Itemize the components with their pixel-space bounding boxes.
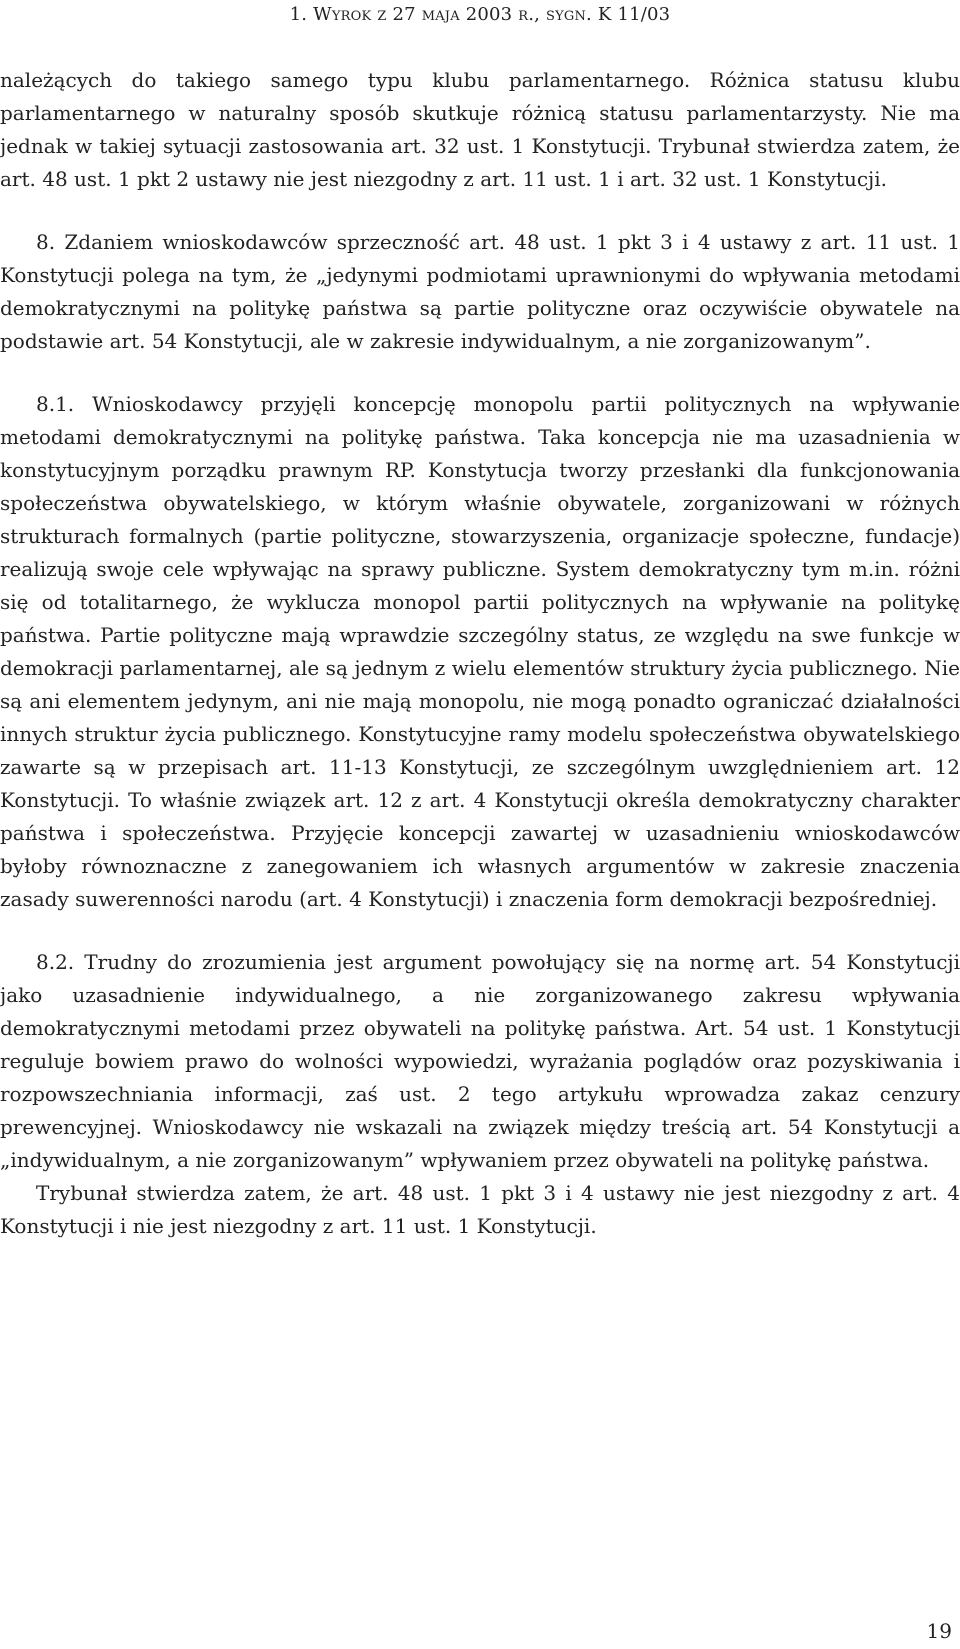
paragraph-8-2: 8.2. Trudny do zrozumienia jest argument powołujący się na normę art. 54 Konstytucji jako uzasadnienie indywidualnego, a nie zorganizowanego zakresu wpływania demokratycznymi metodami przez obywateli na politykę państwa. Art. 54 ust. 1 Konstytucji reguluje bowiem prawo do wolności wypowiedzi, wyrażania poglądów oraz pozyskiwania i rozpowszechniania informacji, zaś ust. 2 tego artykułu wprowadza zakaz cenzury prewencyjnej. Wnioskodawcy nie wskazali na związek między treścią art. 54 Konstytucji a „indywidualnym, a nie zorganizowanym” wpływaniem przez obywateli na politykę państwa.: [0, 950, 960, 1172]
page-number: 19: [926, 1619, 952, 1643]
paragraph-8: 8. Zdaniem wnioskodawców sprzeczność art. 48 ust. 1 pkt 3 i 4 ustawy z art. 11 ust. 1 Konstytucji polega na tym, że „jedynymi podmiotami uprawnionymi do wpływania metodami demokratycznymi na politykę państwa są partie polityczne oraz oczywiście obywatele na podstawie art. 54 Konstytucji, ale w zakresie indywidualnym, a nie zorganizowanym”.: [0, 230, 960, 353]
paragraph-8-1: 8.1. Wnioskodawcy przyjęli koncepcję monopolu partii politycznych na wpływanie metodami demokratycznymi na politykę państwa. Taka koncepcja nie ma uzasadnienia w konstytucyjnym porządku prawnym RP. Konstytucja tworzy przesłanki dla funkcjonowania społeczeństwa obywatelskiego, w którym właśnie obywatele, zorganizowani w różnych strukturach formalnych (partie polityczne, stowarzyszenia, organizacje społeczne, fundacje) realizują swoje cele wpływając na sprawy publiczne. System demokratyczny tym m.in. różni się od totalitarnego, że wyklucza monopol partii politycznych na wpływanie na politykę państwa. Partie polityczne mają wprawdzie szczególny status, ze względu na swe funkcje w demokracji parlamentarnej, ale są jednym z wielu elementów struktury życia publicznego. Nie są ani elementem jedynym, ani nie mają monopolu, nie mogą ponadto ograniczać działalności innych struktur życia publicznego. Konstytucyjne ramy modelu społeczeństwa obywatelskiego zawarte są w przepisach art. 11-13 Konstytucji, ze szczególnym uwzględnieniem art. 12 Konstytucji. To właśnie związek art. 12 z art. 4 Konstytucji określa demokratyczny charakter państwa i społeczeństwa. Przyjęcie koncepcji zawartej w uzasadnieniu wnioskodawców byłoby równoznaczne z zanegowaniem ich własnych argumentów w zakresie znaczenia zasady suwerenności narodu (art. 4 Konstytucji) i znaczenia form demokracji bezpośredniej.: [0, 392, 960, 911]
body-text: [0, 64, 960, 1243]
running-header: 1. Wyrok z 27 maja 2003 r., sygn. K 11/03: [289, 4, 671, 25]
paragraph-conclusion: Trybunał stwierdza zatem, że art. 48 ust. 1 pkt 3 i 4 ustawy nie jest niezgodny z art. 4 Konstytucji i nie jest niezgodny z art. 11 ust. 1 Konstytucji.: [0, 1181, 960, 1238]
paragraph-continuation: należących do takiego samego typu klubu parlamentarnego. Różnica statusu klubu parlamentarnego w naturalny sposób skutkuje różnicą statusu parlamentarzysty. Nie ma jednak w takiej sytuacji zastosowania art. 32 ust. 1 Konstytucji. Trybunał stwierdza zatem, że art. 48 ust. 1 pkt 2 ustawy nie jest niezgodny z art. 11 ust. 1 i art. 32 ust. 1 Konstytucji.: [0, 68, 960, 191]
